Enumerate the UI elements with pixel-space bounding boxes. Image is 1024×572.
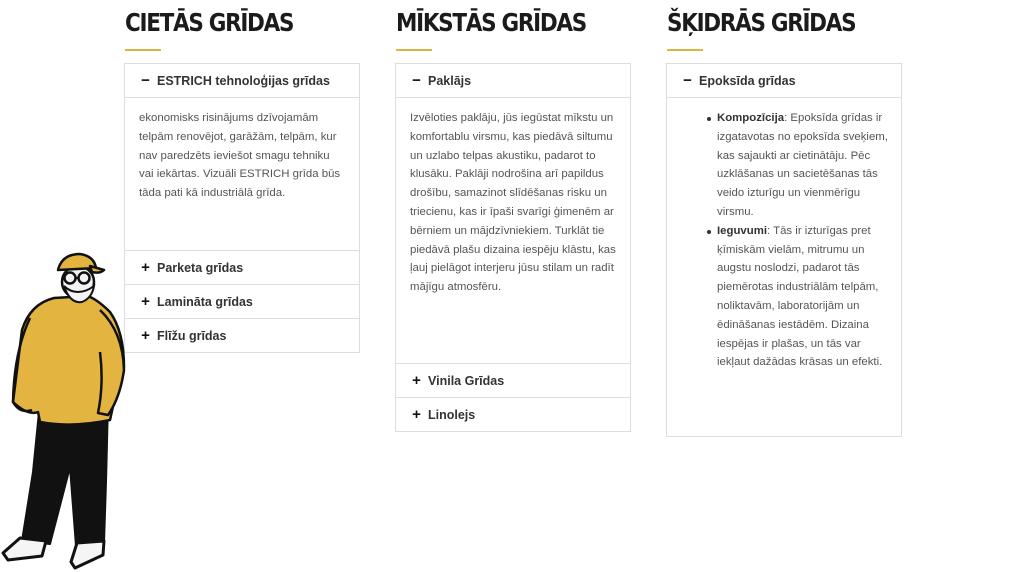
plus-icon: + xyxy=(412,406,421,423)
plus-icon: + xyxy=(141,293,150,310)
accordion-item-estrich xyxy=(124,63,360,251)
accordion-label: Lamināta grīdas xyxy=(157,294,253,309)
accordion xyxy=(666,63,902,437)
column-title: MĪKSTĀS GRĪDAS xyxy=(396,8,586,37)
accordion-body: ekonomisks risinājums dzīvojamām telpām renovējot, garāžām, telpām, kur nav paredzēts ieviešot smagu tehniku vai iekārtas. Vizuāli ESTRICH grīda būs tāda pati kā industriālā grīda. xyxy=(125,97,359,250)
accordion-header-epoksida[interactable] xyxy=(667,64,901,97)
bullet-text: : Tās ir izturīgas pret ķīmiskām vielām, mitrumu un augstu noslodzi, padarot tās piemērotas industriālām telpām, noliktavām, laboratorijām un ēdināšanas iestādēm. Dizaina iespējas ir plašas, un tās var iekļaut dažādas krāsas un efekti. xyxy=(717,224,883,369)
accordion-item-paklajs xyxy=(395,63,631,364)
accordion-label: Epoksīda grīdas xyxy=(699,73,796,88)
plus-icon: + xyxy=(141,259,150,276)
accordion-header-flizu[interactable] xyxy=(125,319,359,352)
accordion xyxy=(395,63,631,432)
accordion-item-epoksida xyxy=(666,63,902,437)
plus-icon: + xyxy=(412,372,421,389)
list-item xyxy=(683,222,889,372)
accordion-label: Vinila Grīdas xyxy=(428,373,505,388)
accordion-header-parketa[interactable] xyxy=(125,251,359,284)
list-item xyxy=(683,109,889,222)
accordion-header-estrich[interactable] xyxy=(125,64,359,97)
bullet-text: : Epoksīda grīdas ir izgatavotas no epoksīda sveķiem, kas sajaukti ar cietinātāju. Pēc uzklāšanas un sacietēšanas tās veido izturīgu un vienmērīgu virsmu. xyxy=(717,112,888,218)
minus-icon: − xyxy=(412,72,421,89)
accordion-item-laminata xyxy=(124,284,360,319)
accordion-label: Parketa grīdas xyxy=(157,260,244,275)
plus-icon: + xyxy=(141,327,150,344)
bullet-term: Kompozīcija xyxy=(717,112,785,124)
right-arm-shape xyxy=(98,310,124,415)
accordion-item-vinila xyxy=(395,363,631,398)
left-shoe-shape xyxy=(3,538,46,560)
accordion-header-vinila[interactable] xyxy=(396,364,630,397)
accordion xyxy=(124,63,360,353)
bullet-list xyxy=(683,109,889,372)
cap-brim-shape xyxy=(90,266,104,273)
accordion-item-linolejs xyxy=(395,397,631,432)
accordion-header-laminata[interactable] xyxy=(125,285,359,318)
title-underline xyxy=(396,49,432,51)
accordion-header-paklajs[interactable] xyxy=(396,64,630,97)
accordion-body xyxy=(667,97,901,436)
column-title: ŠĶIDRĀS GRĪDAS xyxy=(667,8,856,37)
accordion-item-flizu xyxy=(124,318,360,353)
minus-icon: − xyxy=(141,72,150,89)
accordion-item-parketa xyxy=(124,250,360,285)
accordion-label: Linolejs xyxy=(428,407,476,422)
man-with-cap-illustration xyxy=(0,252,130,572)
accordion-header-linolejs[interactable] xyxy=(396,398,630,431)
title-underline xyxy=(125,49,161,51)
accordion-label: Flīžu grīdas xyxy=(157,328,227,343)
accordion-label: Paklājs xyxy=(428,73,472,88)
bullet-term: Ieguvumi xyxy=(717,224,768,237)
column-title: CIETĀS GRĪDAS xyxy=(125,8,294,37)
minus-icon: − xyxy=(683,72,692,89)
accordion-label: ESTRICH tehnoloģijas grīdas xyxy=(157,73,330,88)
title-underline xyxy=(667,49,703,51)
accordion-body: Izvēloties paklāju, jūs iegūstat mīkstu un komfortablu virsmu, kas piedāvā siltumu un uzlabo telpas akustiku, padarot to klusāku. Paklāji nodrošina arī papildus drošību, samazinot slīdēšanas risku un triecienu, kas ir īpaši svarīgi ģimenēm ar bērniem un mājdzīvniekiem. Turklāt tie piedāvā plašu dizaina iespēju klāstu, kas ļauj pielāgot interjeru jūsu stilam un radīt mājīgu atmosfēru. xyxy=(396,97,630,363)
right-shoe-shape xyxy=(71,541,104,568)
